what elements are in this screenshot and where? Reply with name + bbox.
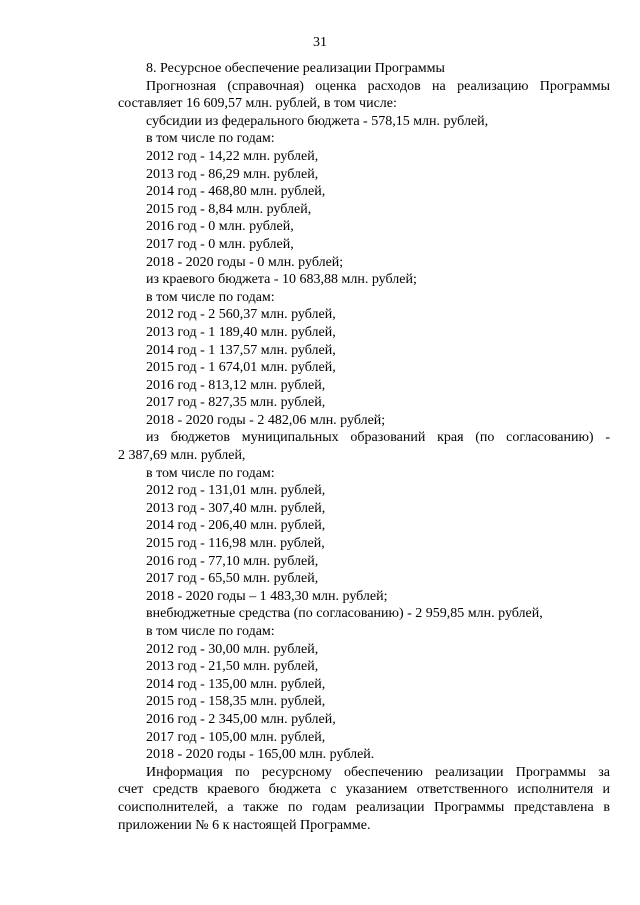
federal-year-line: 2015 год - 8,84 млн. рублей,	[146, 201, 312, 217]
municipal-by-years: в том числе по годам:	[146, 465, 275, 481]
extrabudgetary-header: внебюджетные средства (по согласованию) - 2 959,85 млн. рублей,	[146, 606, 543, 622]
regional-header: из краевого бюджета - 10 683,88 млн. рублей;	[146, 272, 417, 288]
municipal-year-line: 2014 год - 206,40 млн. рублей,	[146, 518, 326, 534]
municipal-year-line: 2015 год - 116,98 млн. рублей,	[146, 536, 325, 552]
regional-year-line: 2017 год - 827,35 млн. рублей,	[146, 395, 326, 411]
municipal-year-line: 2012 год - 131,01 млн. рублей,	[146, 483, 326, 499]
municipal-header: 2 387,69 млн. рублей,	[118, 448, 246, 464]
regional-year-line: 2015 год - 1 674,01 млн. рублей,	[146, 360, 336, 376]
federal-year-line: 2017 год - 0 млн. рублей,	[146, 236, 294, 252]
federal-year-line: 2018 - 2020 годы - 0 млн. рублей;	[146, 254, 344, 270]
extrabudgetary-year-line: 2017 год - 105,00 млн. рублей,	[146, 729, 326, 745]
closing-line: соисполнителей, а также по годам реализации Программы представлена в	[118, 799, 610, 815]
municipal-header: из бюджетов муниципальных образований края (по согласованию) -	[146, 430, 610, 446]
document-body	[118, 60, 610, 834]
extrabudgetary-year-line: 2016 год - 2 345,00 млн. рублей,	[146, 711, 336, 727]
municipal-year-line: 2017 год - 65,50 млн. рублей,	[146, 571, 319, 587]
extrabudgetary-year-line: 2018 - 2020 годы - 165,00 млн. рублей.	[146, 747, 375, 763]
intro-line: составляет 16 609,57 млн. рублей, в том числе:	[118, 96, 397, 112]
municipal-year-line: 2013 год - 307,40 млн. рублей,	[146, 500, 326, 516]
municipal-year-line: 2018 - 2020 годы – 1 483,30 млн. рублей;	[146, 588, 388, 604]
federal-year-line: 2012 год - 14,22 млн. рублей,	[146, 148, 319, 164]
regional-by-years: в том числе по годам:	[146, 289, 275, 305]
federal-by-years: в том числе по годам:	[146, 131, 275, 147]
section-title: 8. Ресурсное обеспечение реализации Программы	[146, 61, 445, 76]
regional-year-line: 2016 год - 813,12 млн. рублей,	[146, 377, 326, 393]
extrabudgetary-by-years: в том числе по годам:	[146, 624, 275, 639]
municipal-year-line: 2016 год - 77,10 млн. рублей,	[146, 553, 319, 569]
federal-header: субсидии из федерального бюджета - 578,15 млн. рублей,	[146, 113, 489, 129]
closing-line: приложении № 6 к настоящей Программе.	[118, 817, 371, 833]
extrabudgetary-year-line: 2013 год - 21,50 млн. рублей,	[146, 659, 319, 675]
federal-year-line: 2014 год - 468,80 млн. рублей,	[146, 184, 326, 200]
closing-line: счет средств краевого бюджета с указанием ответственного исполнителя и	[118, 782, 610, 798]
federal-year-line: 2013 год - 86,29 млн. рублей,	[146, 166, 319, 182]
page-number: 31	[313, 35, 327, 50]
regional-year-line: 2018 - 2020 годы - 2 482,06 млн. рублей;	[146, 412, 386, 428]
regional-year-line: 2012 год - 2 560,37 млн. рублей,	[146, 307, 336, 323]
extrabudgetary-year-line: 2012 год - 30,00 млн. рублей,	[146, 641, 319, 657]
extrabudgetary-year-line: 2015 год - 158,35 млн. рублей,	[146, 694, 326, 710]
extrabudgetary-year-line: 2014 год - 135,00 млн. рублей,	[146, 676, 326, 692]
federal-year-line: 2016 год - 0 млн. рублей,	[146, 219, 294, 235]
intro-line: Прогнозная (справочная) оценка расходов на реализацию Программы	[146, 78, 610, 94]
closing-line: Информация по ресурсному обеспечению реализации Программы за	[146, 764, 610, 780]
regional-year-line: 2014 год - 1 137,57 млн. рублей,	[146, 342, 336, 358]
regional-year-line: 2013 год - 1 189,40 млн. рублей,	[146, 324, 336, 340]
